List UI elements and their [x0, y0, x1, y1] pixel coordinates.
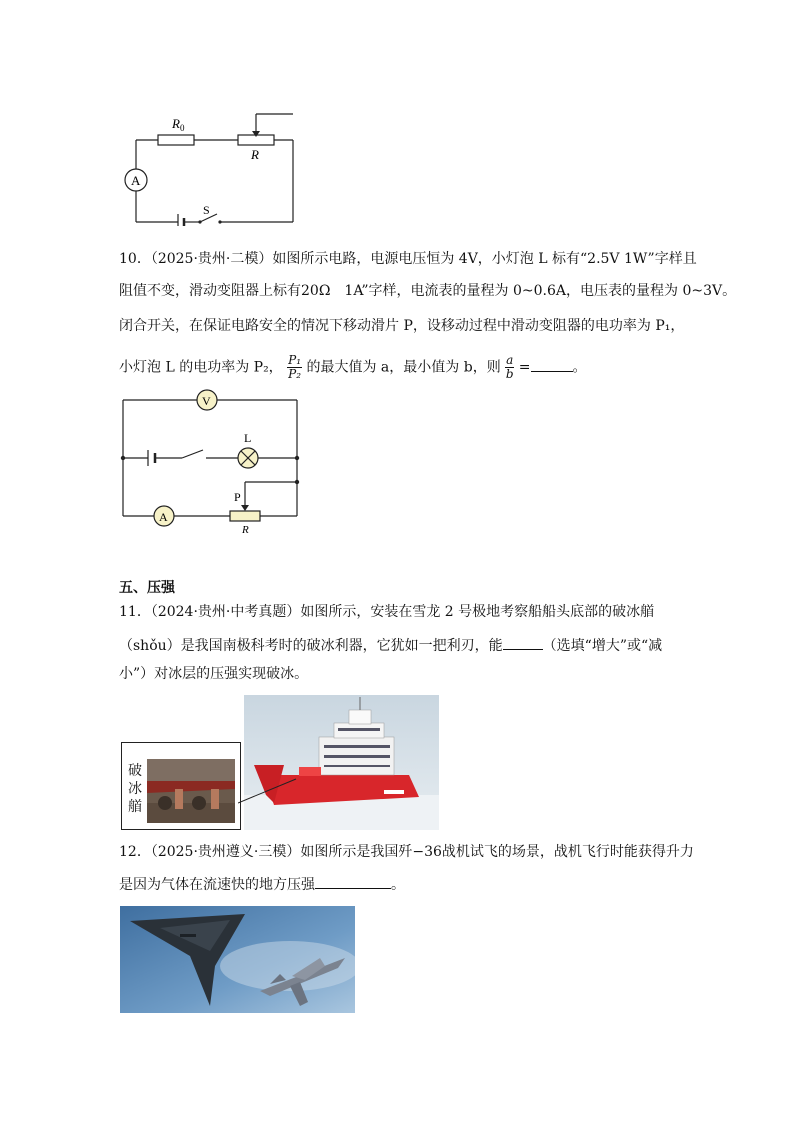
- lamp-label: L: [244, 431, 252, 445]
- answer-blank[interactable]: [531, 357, 573, 372]
- q12-end: 。: [391, 877, 405, 893]
- junction-dot: [295, 480, 299, 484]
- inset-char: 破: [128, 763, 142, 779]
- junction-dot: [295, 456, 299, 460]
- fraction-numerator: P₁: [288, 353, 302, 367]
- ammeter-label: A: [131, 173, 141, 188]
- circuit-diagram-1: [118, 104, 303, 226]
- power-ratio-fraction: [287, 354, 302, 381]
- inset-char: 艏: [128, 799, 142, 815]
- inset-char: 冰: [128, 781, 142, 797]
- q11-text: （选填“增大”或“减: [542, 638, 663, 654]
- fraction-numerator: a: [506, 353, 514, 367]
- voltmeter-label: V: [202, 394, 211, 408]
- q11-line2: [119, 635, 699, 655]
- slider-arrow: [241, 505, 249, 511]
- q12-line1: 12．（2025·贵州遵义·三模）如图所示是我国歼−36战机试飞的场景，战机飞行时能获得升力: [119, 844, 694, 860]
- fighter-jet-photo: [120, 906, 355, 1013]
- q10-line4: [119, 354, 699, 381]
- q10-line2: 阻值不变，滑动变阻器上标有20Ω 1A”字样，电流表的量程为 0~0.6A，电压表的量程为 0~3V。: [119, 283, 737, 299]
- rheostat-r: [230, 511, 260, 521]
- resistor-r0: [158, 135, 194, 145]
- inset-label: [126, 762, 144, 816]
- q10-line1: 10．（2025·贵州·二模）如图所示电路，电源电压恒为 4V，小灯泡 L 标有“2.5V 1W”字样且: [119, 251, 697, 267]
- slider-label: P: [234, 490, 241, 504]
- rheostat-label: R: [242, 524, 249, 536]
- q10-text: 小灯泡 L 的电功率为 P₂，: [119, 359, 283, 376]
- section-heading: 五、压强: [119, 580, 175, 596]
- q10-text: 的最大值为 a，最小值为 b，则: [306, 359, 501, 376]
- circuit-diagram-2: [118, 386, 308, 536]
- q11-line3: 小”）对冰层的压强实现破冰。: [119, 666, 309, 682]
- ab-ratio-fraction: [505, 354, 514, 381]
- switch-label: S: [203, 203, 210, 217]
- r0-label: $R_0$: [172, 116, 185, 133]
- fraction-denominator: b: [505, 367, 514, 381]
- junction-dot: [121, 456, 125, 460]
- switch-contact: [218, 220, 221, 223]
- q10-end: 。: [572, 359, 587, 376]
- q11-text: （shǒu）是我国南极科考时的破冰利器，它犹如一把利刃，能: [119, 638, 503, 654]
- q10-equals: =: [518, 359, 531, 376]
- switch-contact: [198, 220, 201, 223]
- inset-pointer-line: [238, 775, 298, 815]
- q12-text: 是因为气体在流速快的地方压强: [119, 877, 315, 893]
- answer-blank[interactable]: [503, 635, 543, 650]
- bow-closeup-photo: [147, 759, 235, 823]
- q11-line1: 11．（2024·贵州·中考真题）如图所示，安装在雪龙 2 号极地考察船船头底部的破冰艏: [119, 604, 655, 620]
- ammeter-label: A: [159, 510, 168, 524]
- q10-line3: 闭合开关，在保证电路安全的情况下移动滑片 P，设移动过程中滑动变阻器的电功率为 P₁，: [119, 318, 685, 334]
- r-label: R: [251, 147, 259, 162]
- fraction-denominator: P₂: [288, 367, 302, 381]
- answer-blank[interactable]: [315, 874, 391, 889]
- q12-line2: [119, 874, 699, 894]
